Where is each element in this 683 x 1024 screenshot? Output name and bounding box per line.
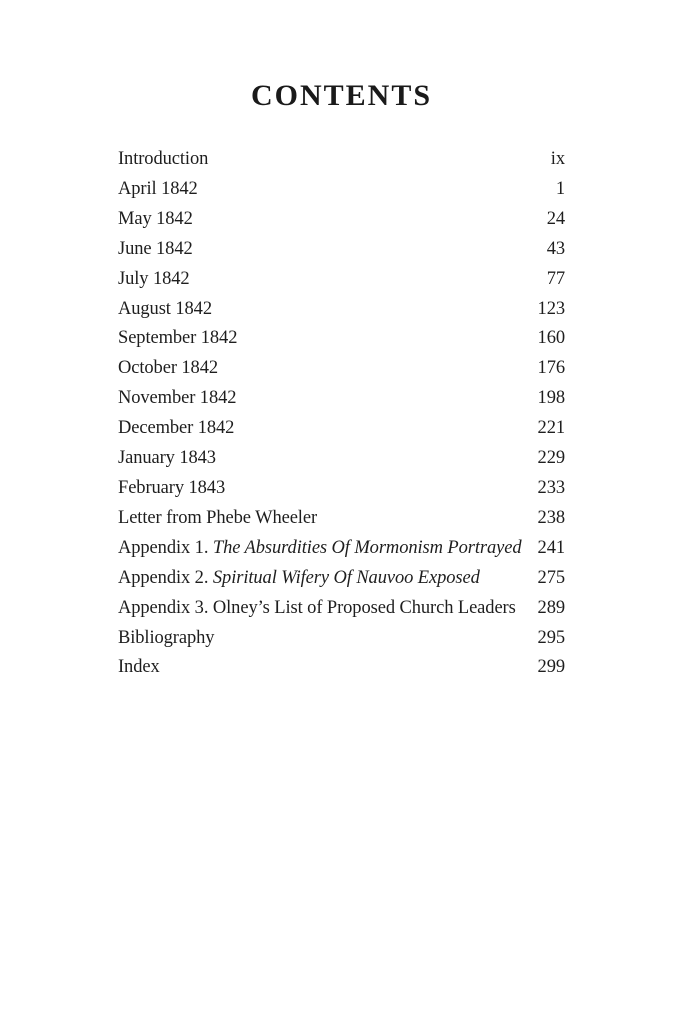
toc-entry-label	[118, 295, 212, 325]
toc-entry-text: January 1843	[118, 448, 216, 469]
toc-entry-text: Index	[118, 657, 160, 678]
toc-entry-page-number: 77	[546, 268, 565, 289]
toc-entry-label	[118, 594, 516, 624]
toc-entry	[118, 384, 565, 414]
toc-entry	[118, 474, 565, 504]
toc-entry-label	[118, 534, 522, 564]
toc-entry-text: Bibliography	[118, 627, 215, 648]
toc-entry-page-number: 221	[537, 418, 565, 439]
toc-entry	[118, 564, 565, 594]
toc-entry-label	[118, 564, 480, 594]
toc-entry-label	[118, 414, 234, 444]
toc-entry-italic-text: The Absurdities Of Mormonism Portrayed	[212, 537, 522, 558]
page-title: CONTENTS	[250, 79, 433, 112]
toc-entry-page-number: 241	[537, 537, 565, 558]
toc-entry-page-number: 238	[537, 507, 565, 528]
toc-entry-label	[118, 474, 225, 504]
toc-entry-label	[118, 324, 237, 354]
toc-entry	[118, 414, 565, 444]
toc-entry-text: June 1842	[118, 238, 193, 259]
toc-entry	[118, 205, 565, 235]
toc-entry	[118, 594, 565, 624]
toc-entry-page-number: 123	[537, 298, 565, 319]
toc-entry-label	[118, 354, 218, 384]
toc-entry-text: September 1842	[118, 328, 238, 349]
toc-entry	[118, 354, 565, 384]
toc-entry-text: Letter from Phebe Wheeler	[118, 507, 318, 528]
toc-entry-label	[118, 175, 198, 205]
toc-entry-label	[118, 265, 190, 295]
toc-entry-text: December 1842	[118, 418, 235, 439]
toc-entry	[118, 145, 565, 175]
toc-entry-page-number: ix	[550, 149, 565, 169]
toc-entry-text: October 1842	[118, 358, 219, 379]
toc-entry-label	[118, 235, 193, 265]
toc-entry-text: August 1842	[118, 298, 212, 319]
toc-entry	[118, 534, 565, 564]
toc-entry-page-number: 43	[546, 238, 565, 259]
toc-entry-page-number: 198	[537, 388, 565, 409]
toc-entry-label	[118, 384, 236, 414]
toc-entry-page-number: 275	[537, 567, 565, 588]
toc-entry	[118, 504, 565, 534]
toc-entry-text: Appendix 3. Olney’s List of Proposed Church Leaders	[118, 597, 516, 618]
toc-entry-text: February 1843	[118, 477, 226, 498]
toc-entry-page-number: 295	[537, 627, 565, 648]
toc-entry	[118, 653, 565, 683]
toc-entry-text: May 1842	[118, 208, 193, 229]
toc-entry-page-number: 233	[537, 477, 565, 498]
toc-entry-page-number: 229	[537, 448, 565, 469]
toc-entry	[118, 324, 565, 354]
toc-entry-page-number: 24	[546, 208, 565, 229]
toc-entry-label	[118, 205, 193, 235]
toc-entry	[118, 295, 565, 325]
toc-entry-label	[118, 145, 208, 175]
toc-entry-italic-text: Spiritual Wifery Of Nauvoo Exposed	[212, 567, 480, 588]
toc-entry-page-number: 176	[537, 358, 565, 379]
toc-entry-label	[118, 444, 216, 474]
toc-entry-page-number: 299	[537, 657, 565, 678]
toc-entry	[118, 175, 565, 205]
toc-entry-page-number: 160	[537, 328, 565, 349]
toc-entry-text: Introduction	[118, 149, 209, 169]
toc-entry-page-number: 1	[555, 178, 565, 199]
toc-entry	[118, 624, 565, 654]
toc-entry	[118, 265, 565, 295]
table-of-contents	[118, 145, 565, 683]
toc-entry-label	[118, 653, 160, 683]
toc-entry-text: November 1842	[118, 388, 237, 409]
toc-entry	[118, 235, 565, 265]
toc-entry-text: Appendix 1.	[118, 537, 213, 558]
toc-entry-label	[118, 504, 317, 534]
toc-entry-page-number: 289	[537, 597, 565, 618]
toc-entry	[118, 444, 565, 474]
toc-entry-text: April 1842	[118, 178, 198, 199]
toc-entry-text: July 1842	[118, 268, 190, 289]
toc-entry-label	[118, 624, 214, 654]
toc-entry-text: Appendix 2.	[118, 567, 213, 588]
